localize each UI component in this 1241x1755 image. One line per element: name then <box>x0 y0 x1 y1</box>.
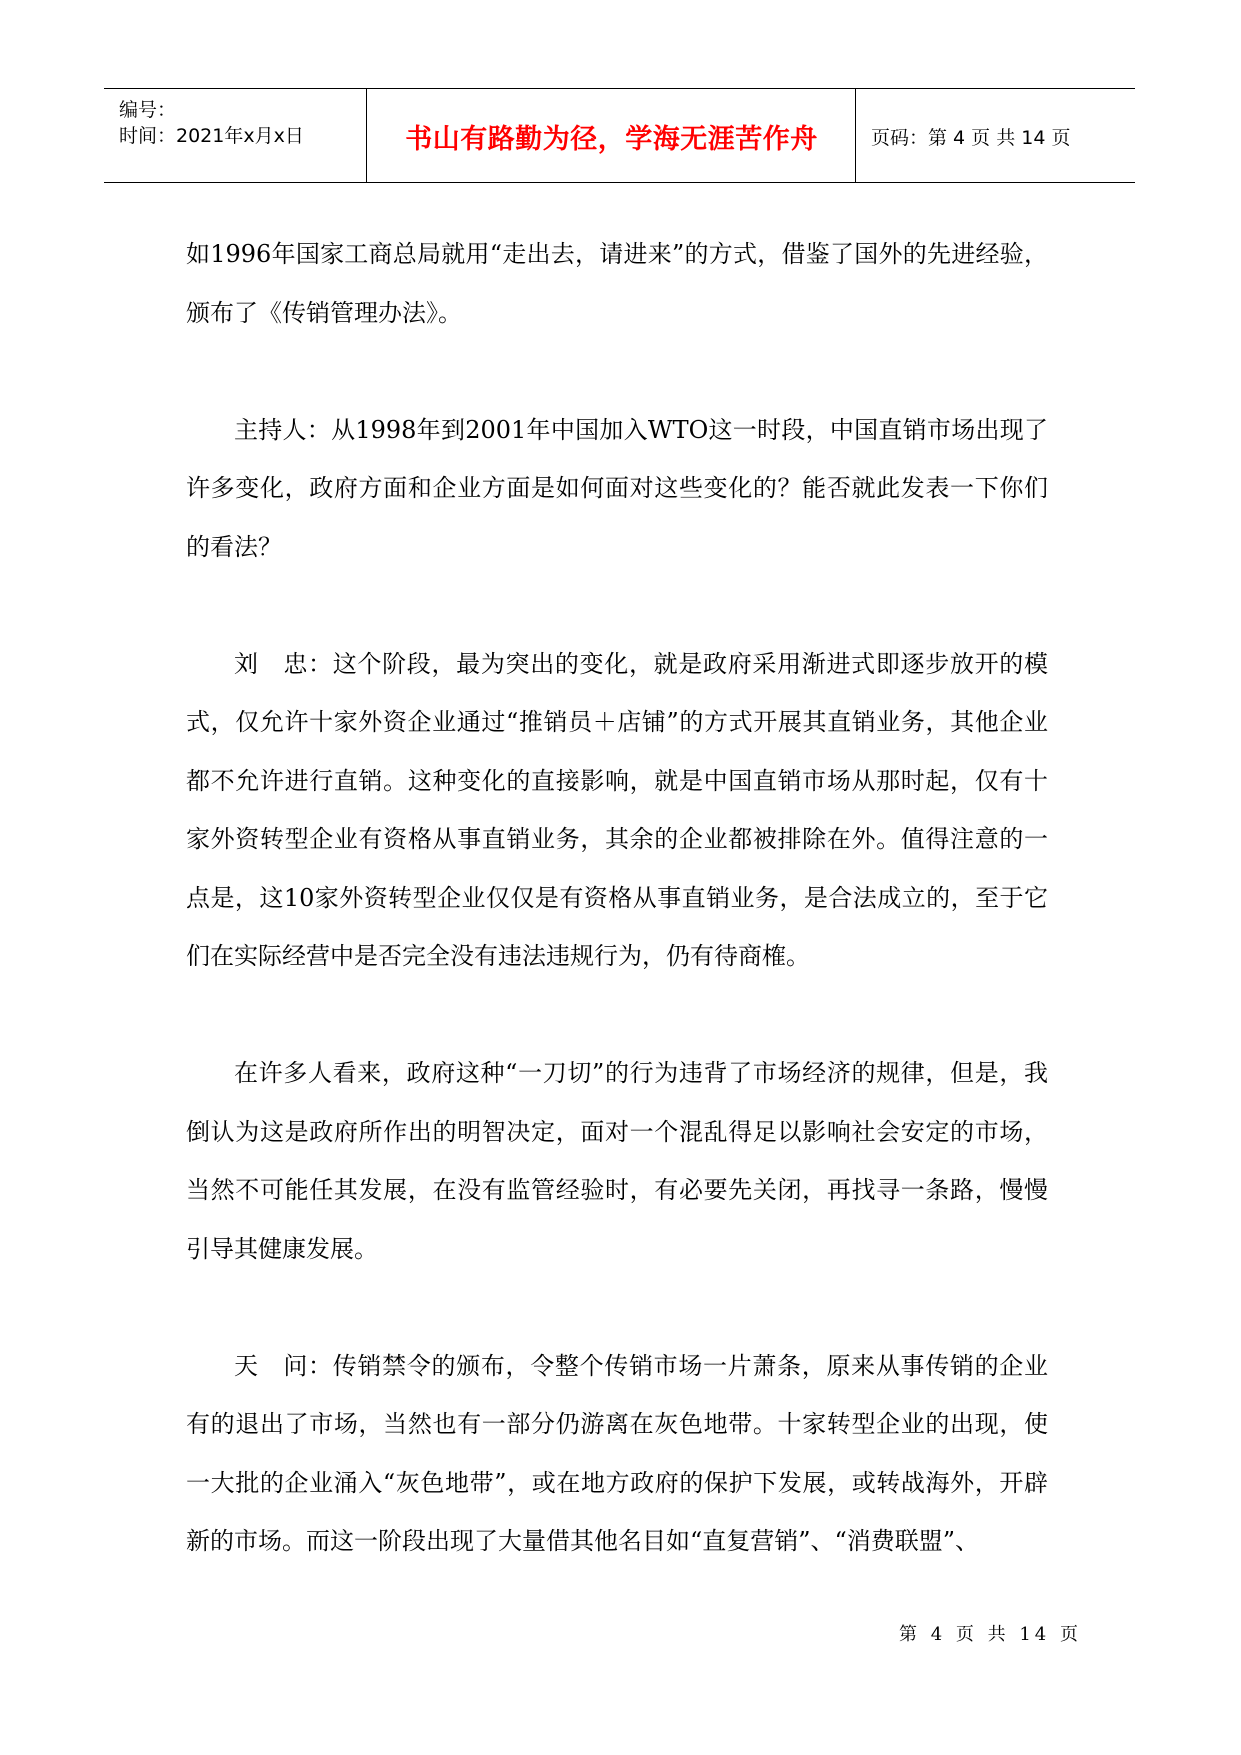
paragraph: 主持人：从1998年到2001年中国加入WTO这一时段，中国直销市场出现了许多变化，政府方面和企业方面是如何面对这些变化的？能否就此发表一下你们的看法？ <box>186 415 1048 561</box>
document-time-label: 时间：2021年x月x日 <box>119 125 304 147</box>
document-number-label: 编号： <box>119 99 177 121</box>
header-page-cell <box>857 89 1135 182</box>
header-motto: 书山有路勤为径，学海无涯苦作舟 <box>405 124 818 155</box>
paragraph: 天 问：传销禁令的颁布，令整个传销市场一片萧条，原来从事传销的企业有的退出了市场，当然也有一部分仍游离在灰色地带。十家转型企业的出现，使一大批的企业涌入“灰色地带”，或在地方政府的保护下发展，或转战海外，开辟新的市场。而这一阶段出现了大量借其他名目如“直复营销”、“消费联盟”、 <box>186 1351 1048 1555</box>
paragraph: 如1996年国家工商总局就用“走出去，请进来”的方式，借鉴了国外的先进经验，颁布了《传销管理办法》。 <box>186 240 1048 327</box>
paragraph: 在许多人看来，政府这种“一刀切”的行为违背了市场经济的规律，但是，我倒认为这是政府所作出的明智决定，面对一个混乱得足以影响社会安定的市场，当然不可能任其发展，在没有监管经验时，有必要先关闭，再找寻一条路，慢慢引导其健康发展。 <box>186 1059 1048 1263</box>
document-body <box>186 225 1048 1571</box>
page-footer: 第 4 页 共 14 页 <box>899 1624 1082 1645</box>
page-header <box>104 88 1135 183</box>
header-motto-cell <box>368 89 856 182</box>
header-meta-cell <box>104 89 367 182</box>
header-page-number: 页码：第 4 页 共 14 页 <box>871 127 1071 149</box>
paragraph: 刘 忠：这个阶段，最为突出的变化，就是政府采用渐进式即逐步放开的模式，仅允许十家外资企业通过“推销员＋店铺”的方式开展其直销业务，其他企业都不允许进行直销。这种变化的直接影响，就是中国直销市场从那时起，仅有十家外资转型企业有资格从事直销业务，其余的企业都被排除在外。值得注意的一点是，这10家外资转型企业仅仅是有资格从事直销业务，是合法成立的，至于它们在实际经营中是否完全没有违法违规行为，仍有待商榷。 <box>186 649 1048 970</box>
